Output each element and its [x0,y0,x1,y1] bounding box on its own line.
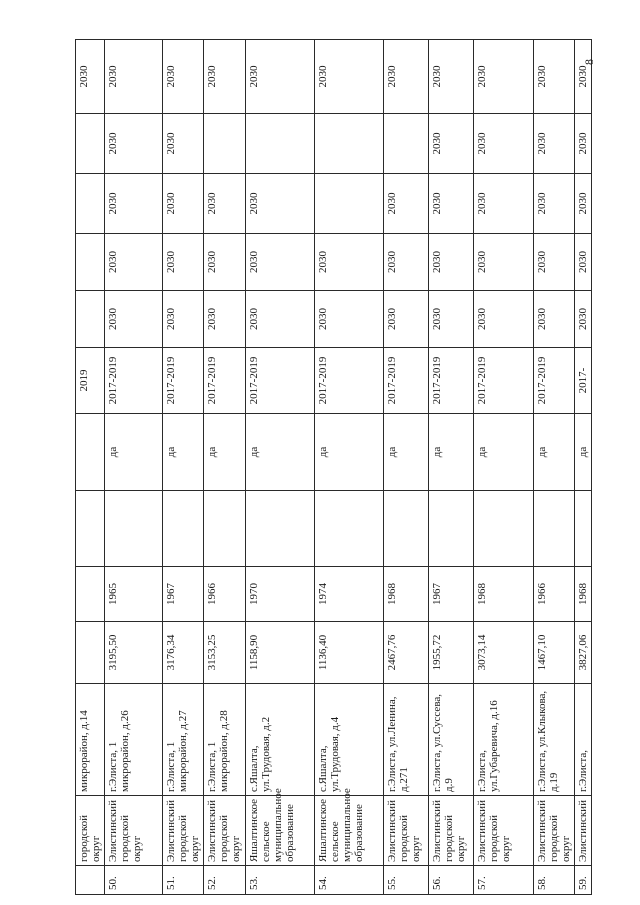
rotated-table-wrapper [75,40,589,895]
deadline-cell-5: 2030 [315,40,384,114]
deadline-cell-4 [204,114,246,174]
deadline-cell-1: 2030 [534,291,575,348]
deadline-cell-4 [315,114,384,174]
area-cell: 3827,06 [575,622,592,684]
year-built-cell: 1967 [163,567,204,622]
address-cell: г.Элиста, ул.Губаревича, д.16 [474,684,534,796]
deadline-cell-5: 2030 [429,40,474,114]
deadline-cell-1 [76,291,105,348]
address-cell: г.Элиста, 1 микрорайон, д.26 [105,684,163,796]
deadline-cell-4: 2030 [429,114,474,174]
year-built-cell [76,567,105,622]
period-cell: 2017-2019 [474,348,534,414]
year-built-cell: 1965 [105,567,163,622]
municipality-cell: Яшалтинское сельское муниципальное образование [246,796,315,866]
deadline-cell-2: 2030 [204,234,246,291]
cell-col6 [429,491,474,567]
table-row [76,40,105,895]
address-cell: г.Элиста, 1 микрорайон, д.27 [163,684,204,796]
deadline-cell-3 [76,174,105,234]
deadline-cell-3: 2030 [105,174,163,234]
table-row [163,40,204,895]
repair-flag-cell: да [429,414,474,491]
address-cell: микрорайон, д.14 [76,684,105,796]
municipality-cell: Элистинский [575,796,592,866]
period-cell: 2017-2019 [534,348,575,414]
repair-flag-cell: да [163,414,204,491]
area-cell: 1467,10 [534,622,575,684]
year-built-cell: 1968 [384,567,429,622]
repair-flag-cell: да [474,414,534,491]
deadline-cell-4: 2030 [474,114,534,174]
cell-col6 [534,491,575,567]
deadline-cell-5: 2030 [76,40,105,114]
deadline-cell-3: 2030 [575,174,592,234]
municipality-cell: Элистинский городской округ [474,796,534,866]
deadline-cell-5: 2030 [474,40,534,114]
municipality-cell: Элистинский городской округ [384,796,429,866]
municipality-cell: Элистинский городской округ [534,796,575,866]
period-cell: 2017- [575,348,592,414]
deadline-cell-3: 2030 [429,174,474,234]
row-number: 58. [534,866,575,895]
repair-flag-cell [76,414,105,491]
deadline-cell-5: 2030 [246,40,315,114]
municipality-cell: Яшалтинское сельское муниципальное образование [315,796,384,866]
area-cell: 3153,25 [204,622,246,684]
address-cell: с.Яшалта, ул.Трудовая, д.4 [315,684,384,796]
deadline-cell-3 [315,174,384,234]
deadline-cell-2: 2030 [429,234,474,291]
municipality-cell: Элистинский городской округ [105,796,163,866]
address-cell: с.Яшалта, ул.Трудовая, д.2 [246,684,315,796]
period-cell: 2017-2019 [246,348,315,414]
deadline-cell-5: 2030 [105,40,163,114]
repair-flag-cell: да [246,414,315,491]
address-cell: г.Элиста, [575,684,592,796]
year-built-cell: 1970 [246,567,315,622]
municipality-cell: Элистинский городской округ [163,796,204,866]
deadline-cell-2: 2030 [384,234,429,291]
deadline-cell-3: 2030 [163,174,204,234]
deadline-cell-5: 2030 [163,40,204,114]
row-number: 50. [105,866,163,895]
deadline-cell-4: 2030 [534,114,575,174]
deadline-cell-2 [76,234,105,291]
area-cell: 3176,34 [163,622,204,684]
deadline-cell-4: 2030 [163,114,204,174]
period-cell: 2017-2019 [429,348,474,414]
cell-col6 [105,491,163,567]
housing-table [75,39,592,895]
deadline-cell-5: 2030 [384,40,429,114]
cell-col6 [315,491,384,567]
deadline-cell-3: 2030 [474,174,534,234]
period-cell: 2019 [76,348,105,414]
area-cell: 1158,90 [246,622,315,684]
deadline-cell-1: 2030 [163,291,204,348]
area-cell: 1955,72 [429,622,474,684]
deadline-cell-1: 2030 [429,291,474,348]
area-cell: 1136,40 [315,622,384,684]
row-number: 54. [315,866,384,895]
deadline-cell-2: 2030 [315,234,384,291]
deadline-cell-2: 2030 [575,234,592,291]
year-built-cell: 1968 [575,567,592,622]
deadline-cell-2: 2030 [474,234,534,291]
cell-col6 [204,491,246,567]
municipality-cell: Элистинский городской округ [204,796,246,866]
cell-col6 [384,491,429,567]
year-built-cell: 1967 [429,567,474,622]
deadline-cell-4: 2030 [105,114,163,174]
repair-flag-cell: да [204,414,246,491]
cell-col6 [76,491,105,567]
deadline-cell-2: 2030 [105,234,163,291]
repair-flag-cell: да [384,414,429,491]
row-number [76,866,105,895]
period-cell: 2017-2019 [105,348,163,414]
area-cell: 3195,50 [105,622,163,684]
row-number: 59. [575,866,592,895]
year-built-cell: 1968 [474,567,534,622]
table-row [315,40,384,895]
deadline-cell-5: 2030 [575,40,592,114]
row-number: 53. [246,866,315,895]
table-row [534,40,575,895]
address-cell: г.Элиста, ул.Суссева, д.9 [429,684,474,796]
cell-col6 [246,491,315,567]
deadline-cell-5: 2030 [534,40,575,114]
deadline-cell-3: 2030 [204,174,246,234]
municipality-cell: Элистинский городской округ [429,796,474,866]
repair-flag-cell: да [534,414,575,491]
address-cell: г.Элиста, ул.Клыкова, д.19 [534,684,575,796]
deadline-cell-1: 2030 [315,291,384,348]
repair-flag-cell: да [575,414,592,491]
deadline-cell-4 [76,114,105,174]
document-page [75,40,589,895]
year-built-cell: 1966 [534,567,575,622]
year-built-cell: 1966 [204,567,246,622]
deadline-cell-1: 2030 [204,291,246,348]
repair-flag-cell: да [105,414,163,491]
table-row [429,40,474,895]
cell-col6 [474,491,534,567]
deadline-cell-2: 2030 [163,234,204,291]
deadline-cell-1: 2030 [246,291,315,348]
period-cell: 2017-2019 [204,348,246,414]
deadline-cell-4 [384,114,429,174]
deadline-cell-3: 2030 [534,174,575,234]
row-number: 52. [204,866,246,895]
cell-col6 [575,491,592,567]
area-cell [76,622,105,684]
area-cell: 3073,14 [474,622,534,684]
table-row [105,40,163,895]
period-cell: 2017-2019 [163,348,204,414]
deadline-cell-3: 2030 [246,174,315,234]
row-number: 55. [384,866,429,895]
row-number: 57. [474,866,534,895]
row-number: 56. [429,866,474,895]
deadline-cell-2: 2030 [534,234,575,291]
deadline-cell-1: 2030 [105,291,163,348]
table-row [575,40,592,895]
deadline-cell-4: 2030 [575,114,592,174]
table-row [246,40,315,895]
table-row [474,40,534,895]
row-number: 51. [163,866,204,895]
repair-flag-cell: да [315,414,384,491]
cell-col6 [163,491,204,567]
deadline-cell-3: 2030 [384,174,429,234]
deadline-cell-2: 2030 [246,234,315,291]
area-cell: 2467,76 [384,622,429,684]
table-row [384,40,429,895]
page-number: 8 [582,59,596,65]
municipality-cell: городской округ [76,796,105,866]
period-cell: 2017-2019 [315,348,384,414]
deadline-cell-1: 2030 [575,291,592,348]
deadline-cell-1: 2030 [384,291,429,348]
deadline-cell-4 [246,114,315,174]
address-cell: г.Элиста, 1 микрорайон, д.28 [204,684,246,796]
address-cell: г.Элиста, ул.Ленина, д.271 [384,684,429,796]
period-cell: 2017-2019 [384,348,429,414]
year-built-cell: 1974 [315,567,384,622]
table-row [204,40,246,895]
deadline-cell-1: 2030 [474,291,534,348]
deadline-cell-5: 2030 [204,40,246,114]
